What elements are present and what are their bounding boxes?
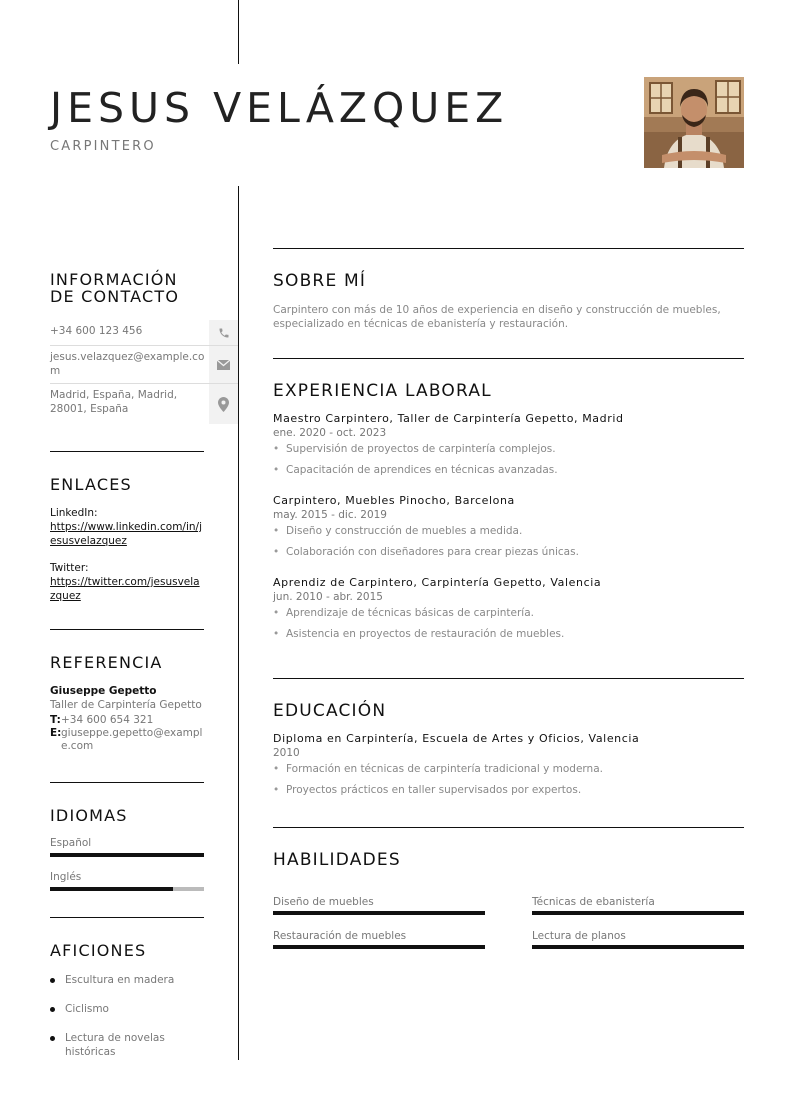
skill-item [532, 929, 744, 949]
hobbies-section [50, 942, 204, 1059]
twitter-link[interactable]: https://twitter.com/jesusvelazquez [50, 576, 200, 602]
about-text: Carpintero con más de 10 años de experiencia en diseño y construcción de muebles, especializado en técnicas de ebanistería y restauración. [273, 304, 721, 330]
bullet-dot-icon [50, 1036, 55, 1041]
hobby-item [50, 973, 204, 987]
skill-level-bar [532, 911, 744, 915]
job-title: Carpintero, Muebles Pinocho, Barcelona [273, 494, 515, 507]
contact-email-row [50, 346, 238, 384]
bullet-dot-icon [50, 1007, 55, 1012]
language-item [50, 870, 204, 891]
language-level-fill [50, 887, 173, 891]
right-divider [273, 248, 744, 249]
skill-item [273, 929, 485, 949]
left-divider [50, 782, 204, 783]
contact-address: Madrid, España, Madrid, 28001, España [50, 389, 178, 415]
languages-heading: IDIOMAS [50, 806, 128, 825]
skills-section [273, 850, 744, 870]
experience-heading: EXPERIENCIA LABORAL [273, 381, 492, 401]
hobby-label: Lectura de novelas históricas [65, 1032, 165, 1058]
job-dates: jun. 2010 - abr. 2015 [273, 591, 383, 603]
language-level-fill [50, 853, 204, 857]
twitter-label: Twitter: [50, 562, 89, 574]
skills-heading: HABILIDADES [273, 850, 401, 870]
languages-section [50, 807, 204, 891]
reference-phone-key: T: [50, 714, 61, 726]
language-level-bar [50, 853, 204, 857]
job-dates: ene. 2020 - oct. 2023 [273, 427, 387, 439]
contact-heading: INFORMACIÓN DE CONTACTO [50, 270, 180, 306]
job-bullet-text: Asistencia en proyectos de restauración de muebles. [286, 628, 565, 640]
experience-section [273, 381, 744, 641]
hobby-item [50, 1031, 180, 1059]
linkedin-link[interactable]: https://www.linkedin.com/in/jesusvelazquez [50, 521, 202, 547]
education-title: Diploma en Carpintería, Escuela de Artes y Oficios, Valencia [273, 732, 640, 745]
skill-level-bar [273, 911, 485, 915]
links-heading: ENLACES [50, 475, 132, 494]
job-entry [273, 494, 744, 559]
skill-level-bar [532, 945, 744, 949]
contact-phone[interactable]: +34 600 123 456 [50, 325, 143, 337]
skill-label: Diseño de muebles [273, 896, 374, 908]
job-bullet: • Supervisión de proyectos de carpintería complejos. [273, 443, 556, 455]
reference-phone[interactable]: +34 600 654 321 [61, 714, 154, 726]
phone-icon [209, 320, 238, 345]
right-divider [273, 358, 744, 359]
education-year: 2010 [273, 747, 300, 759]
education-bullet-text: Proyectos prácticos en taller supervisados por expertos. [286, 784, 582, 796]
job-dates: may. 2015 - dic. 2019 [273, 509, 387, 521]
hobby-label: Escultura en madera [65, 974, 175, 986]
skill-level-bar [273, 945, 485, 949]
language-item [50, 836, 204, 857]
left-divider [50, 629, 204, 630]
left-divider [50, 917, 204, 918]
job-bullet: • Diseño y construcción de muebles a medida. [273, 525, 523, 537]
skill-item [273, 895, 485, 915]
candidate-name: JESUS VELÁZQUEZ [50, 84, 509, 132]
education-bullet-text: Formación en técnicas de carpintería tradicional y moderna. [286, 763, 603, 775]
job-title: Maestro Carpintero, Taller de Carpintería Gepetto, Madrid [273, 412, 624, 425]
about-heading: SOBRE MÍ [273, 271, 367, 291]
job-bullet-text: Supervisión de proyectos de carpintería complejos. [286, 443, 556, 455]
skill-label: Restauración de muebles [273, 930, 407, 942]
reference-name: Giuseppe Gepetto [50, 685, 157, 697]
skill-label: Técnicas de ebanistería [532, 896, 655, 908]
reference-section [50, 654, 204, 753]
skill-item [532, 895, 744, 915]
contact-address-row [50, 384, 238, 424]
education-bullet: • Proyectos prácticos en taller supervisados por expertos. [273, 784, 582, 796]
job-bullet: • Capacitación de aprendices en técnicas avanzadas. [273, 464, 558, 476]
contact-list [50, 320, 238, 424]
about-section [273, 271, 744, 331]
links-section [50, 476, 204, 603]
language-level-bar [50, 887, 204, 891]
job-bullet: • Asistencia en proyectos de restauración de muebles. [273, 628, 565, 640]
reference-email[interactable]: giuseppe.gepetto@example.com [61, 727, 203, 752]
contact-phone-row [50, 320, 238, 346]
job-bullet-text: Capacitación de aprendices en técnicas avanzadas. [286, 464, 558, 476]
top-divider-line [238, 0, 239, 64]
education-section [273, 701, 744, 797]
job-title: Aprendiz de Carpintero, Carpintería Gepetto, Valencia [273, 576, 602, 589]
hobbies-heading: AFICIONES [50, 941, 147, 960]
job-bullet-text: Aprendizaje de técnicas básicas de carpintería. [286, 607, 535, 619]
envelope-icon [209, 346, 238, 383]
job-entry [273, 576, 744, 641]
column-divider-line [238, 186, 239, 1060]
bullet-dot-icon [50, 978, 55, 983]
right-divider [273, 678, 744, 679]
candidate-job-title: CARPINTERO [50, 139, 156, 154]
job-bullet: • Colaboración con diseñadores para crear piezas únicas. [273, 546, 579, 558]
education-heading: EDUCACIÓN [273, 701, 387, 721]
job-bullet-text: Colaboración con diseñadores para crear piezas únicas. [286, 546, 579, 558]
reference-heading: REFERENCIA [50, 653, 163, 672]
job-bullet: • Aprendizaje de técnicas básicas de carpintería. [273, 607, 535, 619]
linkedin-label: LinkedIn: [50, 507, 98, 519]
language-name: Español [50, 837, 92, 849]
map-pin-icon [209, 384, 238, 424]
job-bullet-text: Diseño y construcción de muebles a medida. [286, 525, 523, 537]
hobby-item [50, 1002, 204, 1016]
job-entry [273, 412, 744, 477]
left-divider [50, 451, 204, 452]
contact-email[interactable]: jesus.velazquez@example.com [50, 351, 205, 377]
language-name: Inglés [50, 871, 82, 883]
reference-company: Taller de Carpintería Gepetto [50, 699, 202, 711]
profile-photo [644, 77, 744, 168]
reference-email-key: E: [50, 727, 62, 739]
right-divider [273, 827, 744, 828]
hobby-label: Ciclismo [65, 1003, 109, 1015]
skill-label: Lectura de planos [532, 930, 626, 942]
education-bullet: • Formación en técnicas de carpintería tradicional y moderna. [273, 763, 603, 775]
